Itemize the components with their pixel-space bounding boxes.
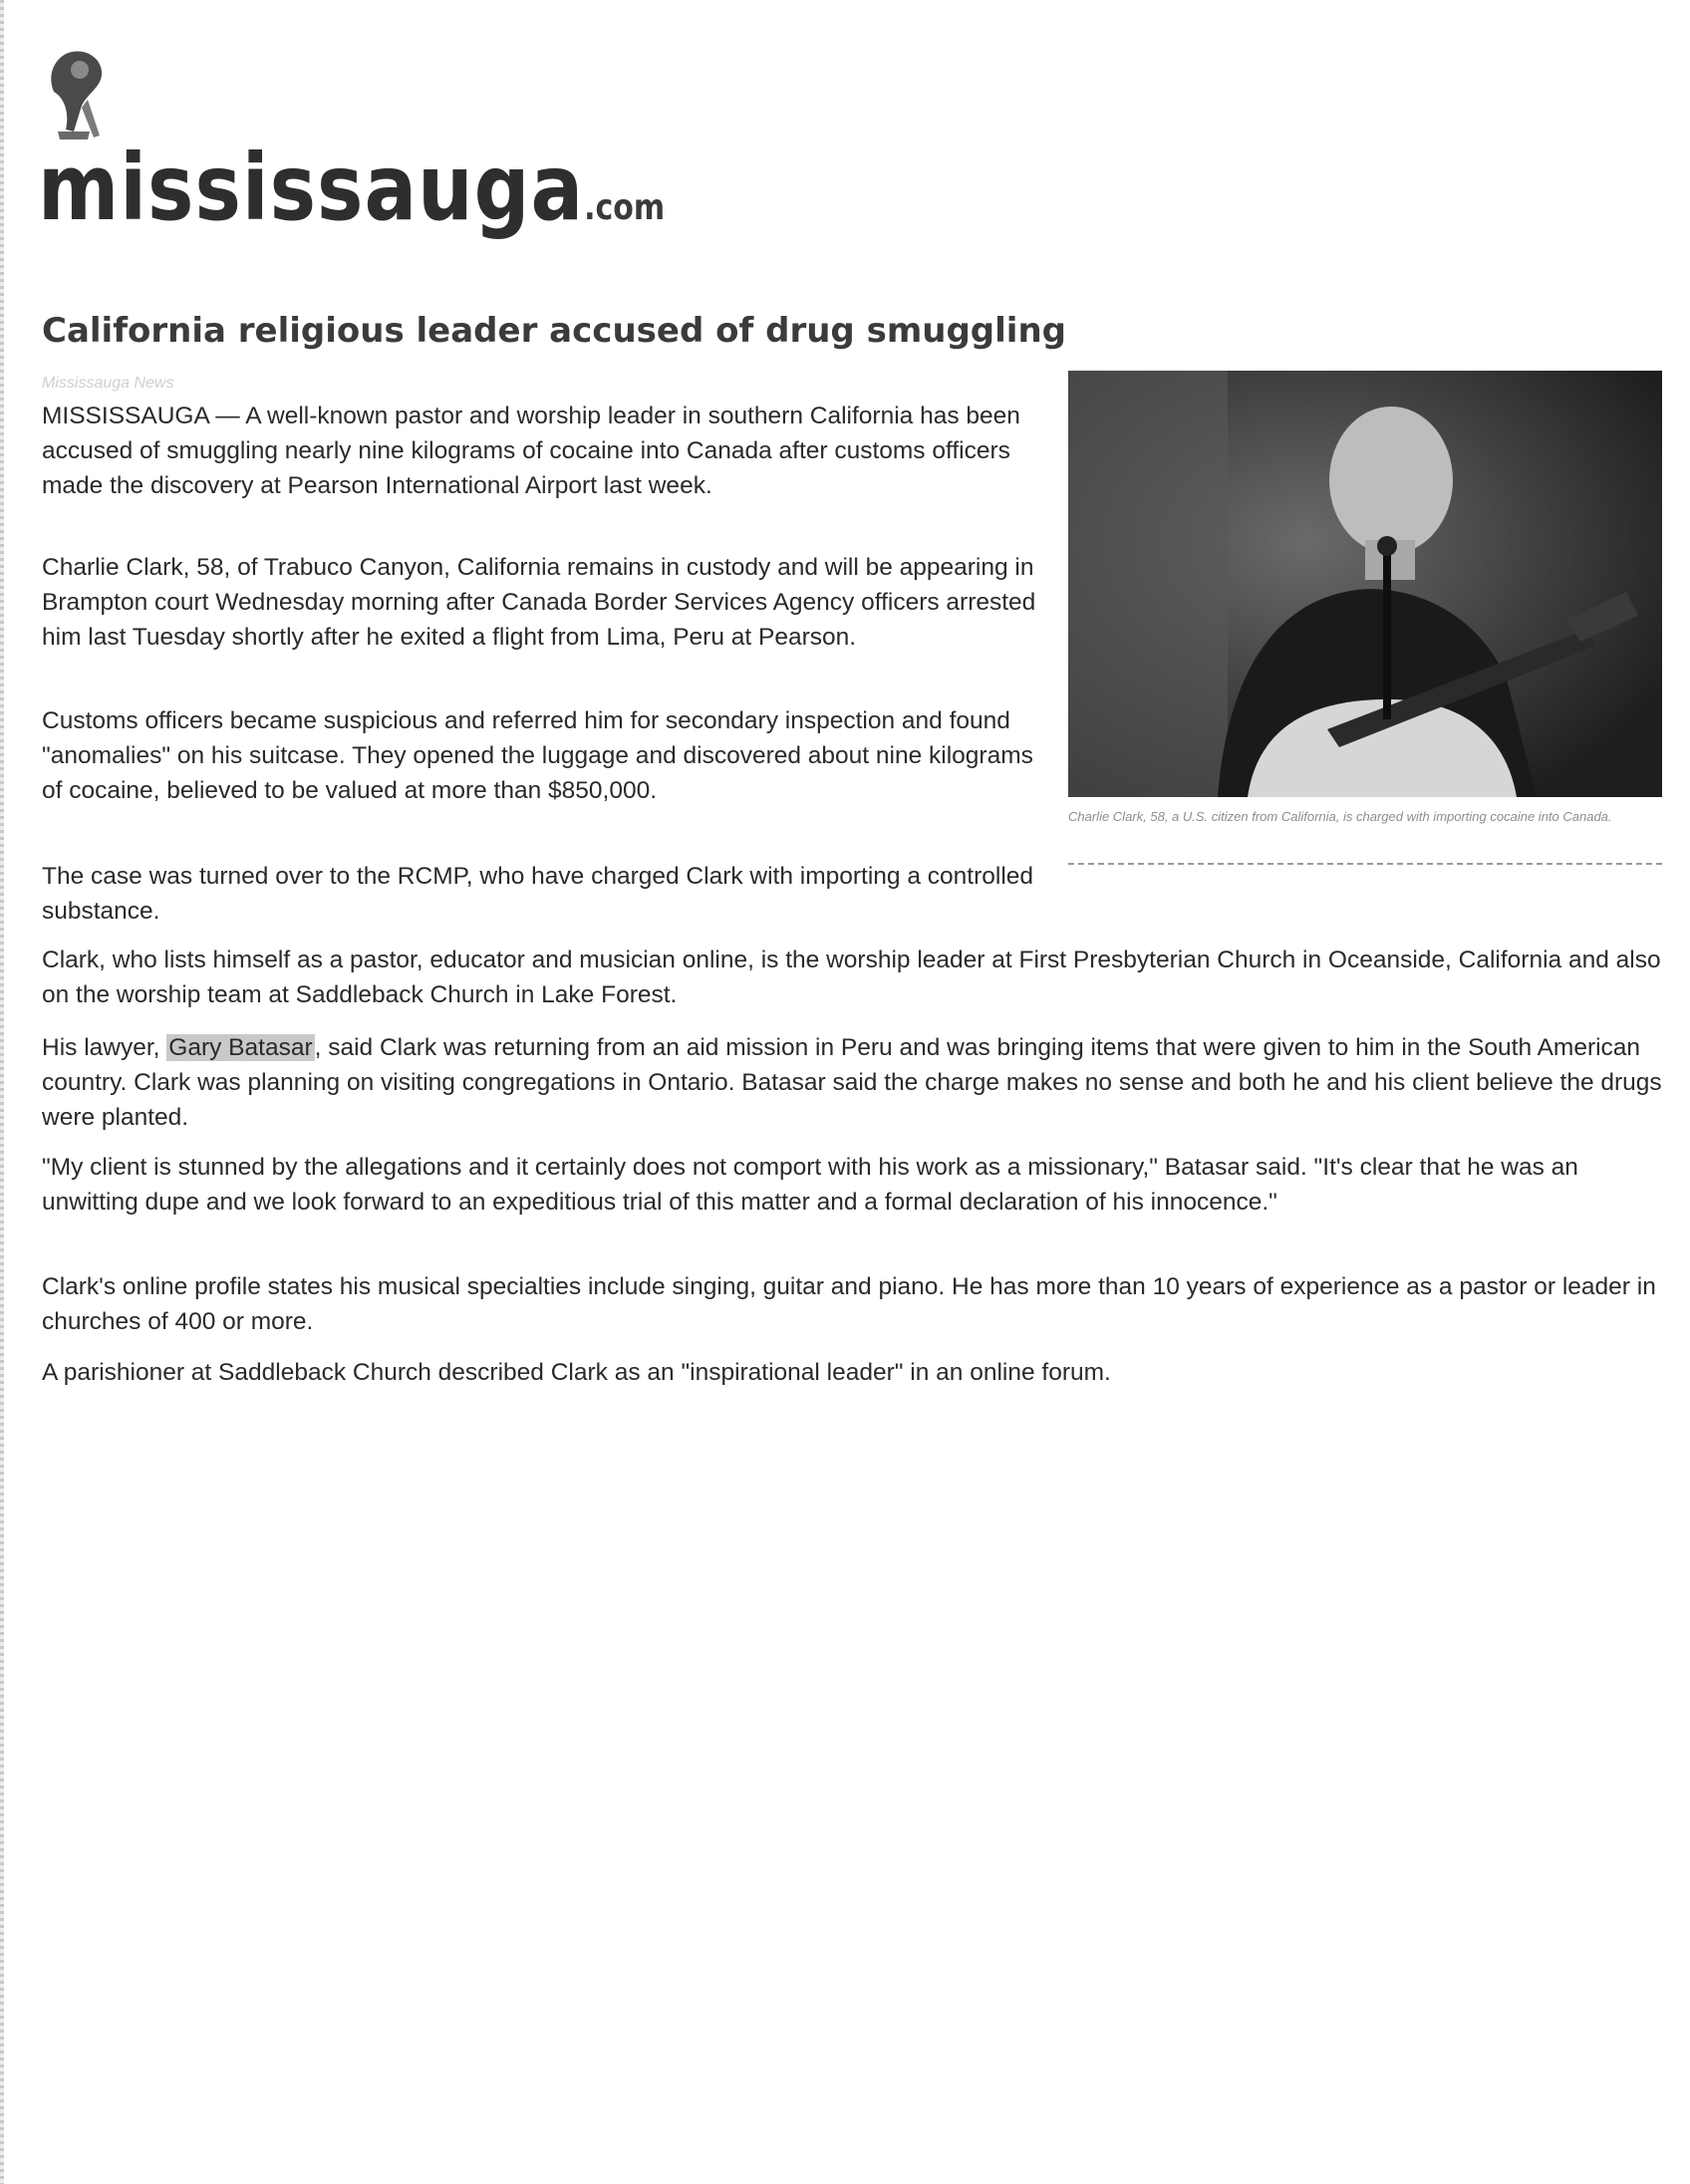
article-paragraph-3: Customs officers became suspicious and referred him for secondary inspection and found "anomalies" on his suitcase. They opened the luggage and discovered about nine kilograms of cocaine, believed to be valued at more than $850,000. — [42, 707, 1033, 804]
logo-wordmark: mississauga.com — [38, 136, 666, 242]
site-logo[interactable] — [38, 48, 676, 247]
article-paragraph-8: Clark's online profile states his musical specialties include singing, guitar and piano. He has more than 10 years of experience as a pastor or leader in churches of 400 or more. — [42, 1273, 1656, 1335]
scan-left-edge — [0, 0, 4, 2184]
article-paragraph-6: His lawyer, Gary Batasar, said Clark was returning from an aid mission in Peru and was bringing items that were given to him in the South American country. Clark was planning on visiting congregations in Ontario. Batasar said the charge makes no sense and both he and his client believe the drugs were planted. — [42, 1034, 1662, 1131]
article-photo[interactable] — [1068, 371, 1662, 797]
article-headline: California religious leader accused of drug smuggling — [42, 311, 1066, 351]
article-paragraph-7: "My client is stunned by the allegations and it certainly does not comport with his work as a missionary," Batasar said. "It's clear that he was an unwitting dupe and we look forward to an expeditious trial of this matter and a formal declaration of his innocence." — [42, 1154, 1578, 1216]
photo-image — [1068, 371, 1662, 797]
article-paragraph-4: The case was turned over to the RCMP, who have charged Clark with importing a controlled substance. — [42, 863, 1034, 925]
article-paragraph-9: A parishioner at Saddleback Church described Clark as an "inspirational leader" in an online forum. — [42, 1359, 1111, 1386]
article-paragraph-1: MISSISSAUGA — A well-known pastor and worship leader in southern California has been accused of smuggling nearly nine kilograms of cocaine into Canada after customs officers made the discovery at Pearson International Airport last week. — [42, 403, 1020, 499]
article-paragraph-2: Charlie Clark, 58, of Trabuco Canyon, California remains in custody and will be appearing in Brampton court Wednesday morning after Canada Border Services Agency officers arrested him last Tuesday shortly after he exited a flight from Lima, Peru at Pearson. — [42, 554, 1036, 651]
article-paragraph-5: Clark, who lists himself as a pastor, educator and musician online, is the worship leader at First Presbyterian Church in Oceanside, California and also on the worship team at Saddleback Church in Lake Forest. — [42, 947, 1661, 1008]
photo-caption: Charlie Clark, 58, a U.S. citizen from California, is charged with importing cocaine into Canada. — [1068, 809, 1612, 824]
logo-suffix: .com — [584, 186, 666, 229]
lawyer-name-link[interactable]: Gary Batasar — [168, 1034, 313, 1061]
caption-divider — [1068, 863, 1662, 865]
article-source: Mississauga News — [42, 375, 174, 392]
logo-figure-icon — [44, 48, 124, 147]
